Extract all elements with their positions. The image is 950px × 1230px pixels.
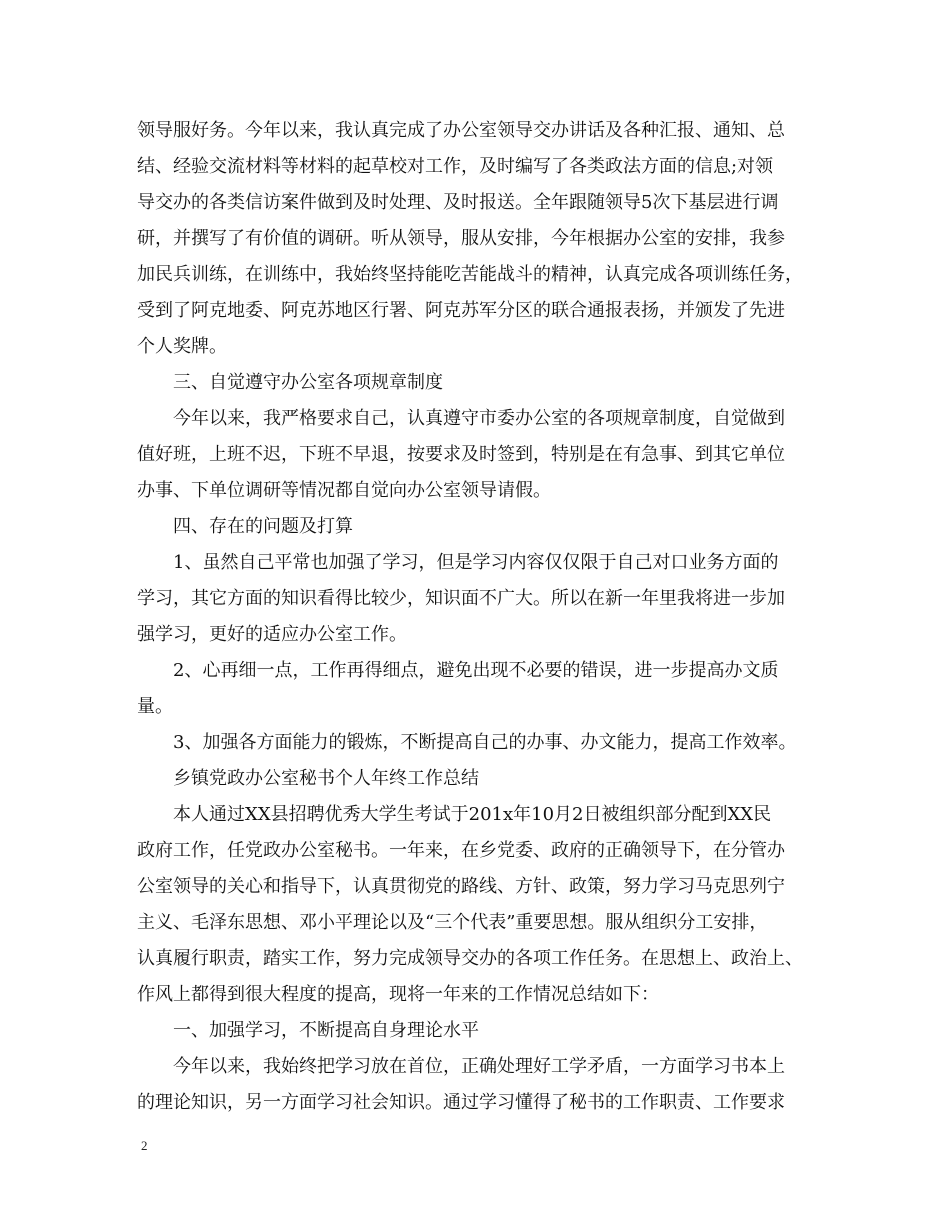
text-line: 学习，其它方面的知识看得比较少，知识面不广大。所以在新一年里我将进一步加: [137, 588, 785, 609]
text-line: 导交办的各类信访案件做到及时处理、及时报送。全年跟随领导5次下基层进行调: [137, 192, 779, 213]
text-line: 今年以来，我始终把学习放在首位，正确处理好工学矛盾，一方面学习书本上: [173, 1056, 785, 1077]
section-heading: 四、存在的问题及打算: [173, 516, 353, 537]
text-line: 2、心再细一点，工作再得细点，避免出现不必要的错误，进一步提高办文质: [173, 660, 779, 681]
document-body: [137, 113, 817, 1121]
text-line: 今年以来，我严格要求自己，认真遵守市委办公室的各项规章制度，自觉做到: [173, 408, 785, 429]
section-heading: 一、加强学习，不断提高自身理论水平: [173, 1020, 479, 1041]
text-line: 加民兵训练，在训练中，我始终坚持能吃苦能战斗的精神，认真完成各项训练任务，: [137, 264, 803, 285]
text-line: 领导服好务。今年以来，我认真完成了办公室领导交办讲话及各种汇报、通知、总: [137, 120, 785, 141]
text-line: 量。: [137, 696, 173, 717]
text-line: 作风上都得到很大程度的提高，现将一年来的工作情况总结如下：: [137, 984, 659, 1005]
text-line: 公室领导的关心和指导下，认真贯彻党的路线、方针、政策，努力学习马克思列宁: [137, 876, 785, 897]
page-number: 2: [141, 1138, 148, 1153]
text-line: 的理论知识，另一方面学习社会知识。通过学习懂得了秘书的工作职责、工作要求: [137, 1092, 785, 1113]
section-heading: 三、自觉遵守办公室各项规章制度: [173, 372, 443, 393]
text-line: 结、经验交流材料等材料的起草校对工作，及时编写了各类政法方面的信息;对领: [137, 156, 774, 177]
text-line: 主义、毛泽东思想、邓小平理论以及“三个代表”重要思想。服从组织分工安排，: [137, 912, 768, 933]
text-line: 3、加强各方面能力的锻炼，不断提高自己的办事、办文能力，提高工作效率。: [173, 732, 797, 753]
text-line: 研，并撰写了有价值的调研。听从领导，服从安排，今年根据办公室的安排，我参: [137, 228, 785, 249]
text-line: 政府工作，任党政办公室秘书。一年来，在乡党委、政府的正确领导下，在分管办: [137, 840, 785, 861]
text-line: 受到了阿克地委、阿克苏地区行署、阿克苏军分区的联合通报表扬，并颁发了先进: [137, 300, 785, 321]
text-line: 强学习，更好的适应办公室工作。: [137, 624, 407, 645]
text-line: 办事、下单位调研等情况都自觉向办公室领导请假。: [137, 480, 551, 501]
text-line: 认真履行职责，踏实工作，努力完成领导交办的各项工作任务。在思想上、政治上、: [137, 948, 803, 969]
text-line: 值好班，上班不迟，下班不早退，按要求及时签到，特别是在有急事、到其它单位: [137, 444, 785, 465]
text-line: 本人通过XX县招聘优秀大学生考试于201x年10月2日被组织部分配到XX民: [173, 804, 772, 825]
text-line: 1、虽然自己平常也加强了学习，但是学习内容仅仅限于自己对口业务方面的: [173, 552, 779, 573]
text-line: 个人奖牌。: [137, 336, 227, 357]
document-title: 乡镇党政办公室秘书个人年终工作总结: [173, 768, 479, 789]
